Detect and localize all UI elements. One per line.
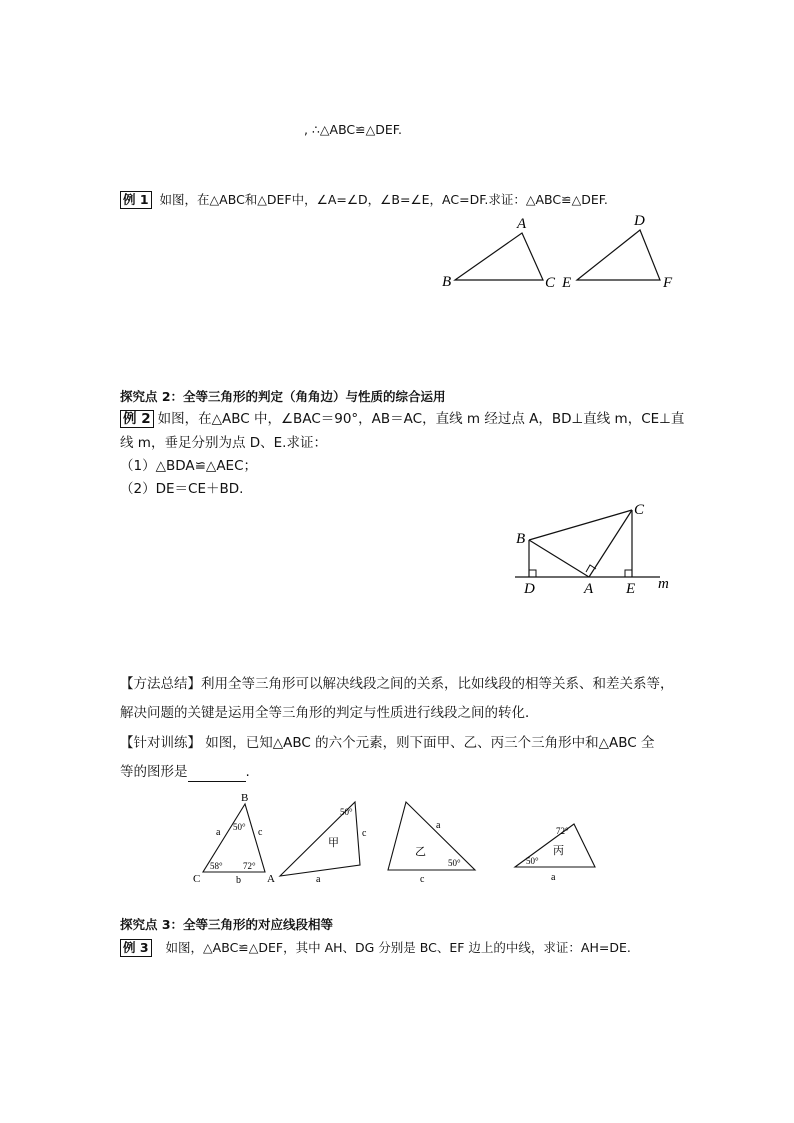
label-F: F <box>663 275 673 291</box>
explore-3-heading: 探究点 3：全等三角形的对应线段相等 <box>120 917 334 932</box>
example-2-item1: （1）△BDA≌△AEC； <box>120 458 258 474</box>
t1-c: c <box>362 828 367 839</box>
example-3-text: 如图，△ABC≌△DEF，其中 AH、DG 分别是 BC、EF 边上的中线，求证：AH=DE. <box>165 940 631 955</box>
training-period: . <box>245 764 250 780</box>
example-2-item2: （2）DE＝CE＋BD. <box>120 481 244 497</box>
training-text: 等的图形是 <box>120 764 188 780</box>
t0-C: C <box>193 873 201 885</box>
training-line2 <box>120 762 250 782</box>
conclusion-line: , ∴△ABC≌△DEF. <box>304 122 402 137</box>
triangle-def <box>577 230 660 280</box>
label-B: B <box>442 274 452 290</box>
t0-ang-a: 72° <box>243 861 256 871</box>
example-3-tag: 例 3 <box>120 939 152 957</box>
label-C: C <box>634 502 645 518</box>
figure-right-isosceles <box>510 500 680 600</box>
method-summary-line1: 【方法总结】利用全等三角形可以解决线段之间的关系，比如线段的相等关系、和差关系等， <box>120 676 674 692</box>
label-B: B <box>516 531 526 547</box>
t0-B: B <box>241 792 249 804</box>
t0-a: a <box>216 827 221 838</box>
t2-c: c <box>420 874 425 885</box>
explore-2-heading: 探究点 2：全等三角形的判定（角角边）与性质的综合运用 <box>120 389 446 404</box>
triangle-abc <box>455 233 543 280</box>
training-line1: 【针对训练】 如图，已知△ABC 的六个元素，则下面甲、乙、丙三个三角形中和△ABC 全 <box>120 735 655 751</box>
label-D: D <box>634 213 645 229</box>
label-E: E <box>626 581 636 597</box>
t2-a: a <box>436 820 441 831</box>
label-C: C <box>545 275 556 291</box>
example-2-tag: 例 2 <box>120 410 154 428</box>
triangle-yi <box>388 802 475 870</box>
label-D: D <box>524 581 535 597</box>
label-A: A <box>517 216 527 232</box>
example-1-text: 如图，在△ABC和△DEF中，∠A=∠D，∠B=∠E，AC=DF.求证：△ABC≌△DEF. <box>159 192 608 207</box>
label-E: E <box>562 275 572 291</box>
t2-name: 乙 <box>415 845 426 858</box>
label-m: m <box>658 576 669 592</box>
t0-b: b <box>236 875 241 886</box>
t0-ang-b: 50° <box>233 822 246 832</box>
example-3 <box>120 938 631 958</box>
figure-triangles-abc-def <box>440 210 680 295</box>
t1-a: a <box>316 874 321 885</box>
label-A: A <box>584 581 594 597</box>
t3-a: a <box>551 872 556 883</box>
example-1 <box>120 190 608 210</box>
figure-four-triangles <box>190 790 610 890</box>
t3-name: 丙 <box>553 844 564 857</box>
t2-ang: 50° <box>448 858 461 868</box>
method-summary-line2: 解决问题的关键是运用全等三角形的判定与性质进行线段之间的转化． <box>120 705 539 721</box>
t3-ang-top: 72° <box>556 826 569 836</box>
example-1-tag: 例 1 <box>120 191 152 209</box>
t3-ang-left: 50° <box>526 856 539 866</box>
answer-blank[interactable] <box>188 767 246 782</box>
t0-c: c <box>258 827 263 838</box>
example-2-text-1: 如图，在△ABC 中，∠BAC＝90°，AB＝AC，直线 m 经过点 A，BD⊥直线 m，CE⊥直 <box>157 411 685 427</box>
t0-A: A <box>267 873 275 885</box>
example-2-line2: 线 m，垂足分别为点 D、E.求证： <box>120 435 327 451</box>
t1-ang: 50° <box>340 807 353 817</box>
t0-ang-c: 58° <box>210 861 223 871</box>
example-2-line1 <box>120 409 684 429</box>
t1-name: 甲 <box>328 836 339 849</box>
